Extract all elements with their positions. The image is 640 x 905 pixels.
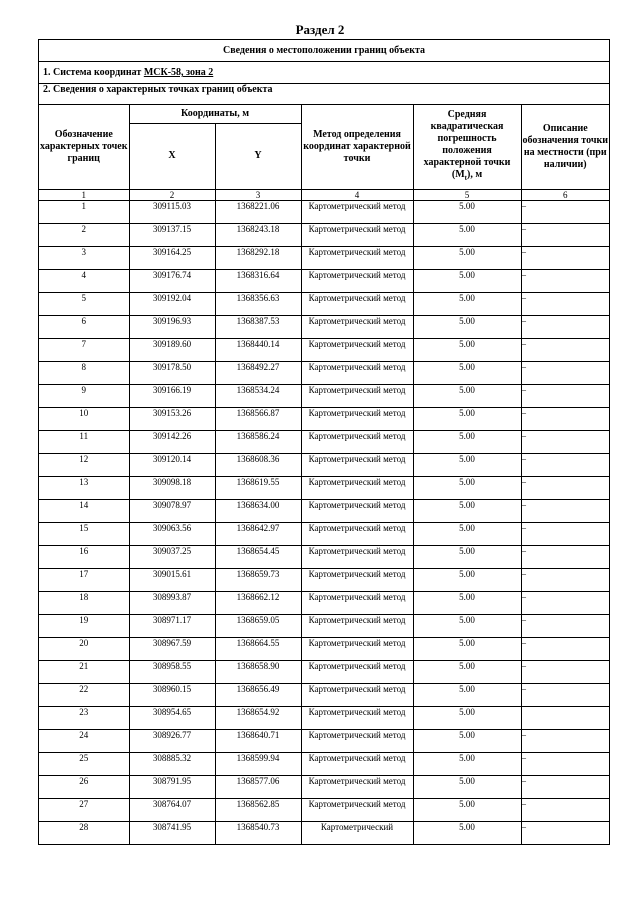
header-x: X	[129, 123, 215, 189]
table-row	[39, 499, 609, 522]
coord-y: 1368659.73	[215, 568, 301, 591]
coord-y: 1368566.87	[215, 407, 301, 430]
coordinate-system-row	[39, 62, 610, 84]
method-cell: Картометрический метод	[301, 246, 413, 269]
coord-y: 1368562.85	[215, 798, 301, 821]
error-cell: 5.00	[413, 821, 521, 844]
column-number: 5	[413, 189, 521, 200]
error-cell: 5.00	[413, 269, 521, 292]
coord-y: 1368619.55	[215, 476, 301, 499]
coord-y: 1368654.45	[215, 545, 301, 568]
coord-x: 308967.59	[129, 637, 215, 660]
method-cell: Картометрический метод	[301, 499, 413, 522]
error-cell: 5.00	[413, 591, 521, 614]
boundary-table	[38, 39, 610, 845]
point-number: 22	[39, 683, 129, 706]
coord-x: 309120.14	[129, 453, 215, 476]
coord-y: 1368640.71	[215, 729, 301, 752]
table-row	[39, 200, 609, 223]
coord-x: 308960.15	[129, 683, 215, 706]
method-cell: Картометрический метод	[301, 384, 413, 407]
error-cell: 5.00	[413, 729, 521, 752]
method-cell: Картометрический метод	[301, 200, 413, 223]
coord-x: 309063.56	[129, 522, 215, 545]
description-cell: –	[521, 637, 609, 660]
method-cell: Картометрический метод	[301, 223, 413, 246]
point-number: 11	[39, 430, 129, 453]
coord-x: 309137.15	[129, 223, 215, 246]
error-cell: 5.00	[413, 798, 521, 821]
description-cell: –	[521, 430, 609, 453]
error-cell: 5.00	[413, 522, 521, 545]
coord-x: 309166.19	[129, 384, 215, 407]
description-cell: –	[521, 729, 609, 752]
coord-y: 1368492.27	[215, 361, 301, 384]
point-number: 16	[39, 545, 129, 568]
method-cell: Картометрический	[301, 821, 413, 844]
method-cell: Картометрический метод	[301, 637, 413, 660]
table-row	[39, 683, 609, 706]
coord-y: 1368534.24	[215, 384, 301, 407]
error-cell: 5.00	[413, 407, 521, 430]
method-cell: Картометрический метод	[301, 545, 413, 568]
point-number: 25	[39, 752, 129, 775]
error-cell: 5.00	[413, 706, 521, 729]
table-row	[39, 407, 609, 430]
coord-y: 1368659.05	[215, 614, 301, 637]
coord-x: 309178.50	[129, 361, 215, 384]
table-row	[39, 453, 609, 476]
table-row	[39, 292, 609, 315]
table-row	[39, 752, 609, 775]
description-cell: –	[521, 683, 609, 706]
coord-y: 1368243.18	[215, 223, 301, 246]
point-number: 15	[39, 522, 129, 545]
error-cell: 5.00	[413, 683, 521, 706]
error-cell: 5.00	[413, 614, 521, 637]
description-cell: –	[521, 407, 609, 430]
description-cell: –	[521, 798, 609, 821]
method-cell: Картометрический метод	[301, 683, 413, 706]
table-row	[39, 269, 609, 292]
description-cell: –	[521, 476, 609, 499]
coord-y: 1368658.90	[215, 660, 301, 683]
point-number: 21	[39, 660, 129, 683]
table-row	[39, 246, 609, 269]
coord-y: 1368634.00	[215, 499, 301, 522]
table-row	[39, 315, 609, 338]
error-cell: 5.00	[413, 545, 521, 568]
table-row	[39, 338, 609, 361]
coord-y: 1368316.64	[215, 269, 301, 292]
method-cell: Картометрический метод	[301, 522, 413, 545]
description-cell: –	[521, 568, 609, 591]
point-number: 14	[39, 499, 129, 522]
description-cell: –	[521, 821, 609, 844]
coord-x: 309015.61	[129, 568, 215, 591]
header-error: Средняя квадратическая погрешность положения характерной точки $(M_t)$, м	[413, 105, 521, 189]
coord-x: 309037.25	[129, 545, 215, 568]
description-cell	[521, 706, 609, 729]
description-cell: –	[521, 499, 609, 522]
table-row	[39, 430, 609, 453]
coord-y: 1368642.97	[215, 522, 301, 545]
coord-x: 308764.07	[129, 798, 215, 821]
point-number: 17	[39, 568, 129, 591]
coord-x: 309153.26	[129, 407, 215, 430]
error-cell: 5.00	[413, 292, 521, 315]
point-number: 7	[39, 338, 129, 361]
coord-y: 1368440.14	[215, 338, 301, 361]
error-cell: 5.00	[413, 453, 521, 476]
error-cell: 5.00	[413, 499, 521, 522]
description-cell: –	[521, 269, 609, 292]
point-number: 3	[39, 246, 129, 269]
coord-x: 308958.55	[129, 660, 215, 683]
error-cell: 5.00	[413, 752, 521, 775]
coord-x: 309164.25	[129, 246, 215, 269]
point-number: 4	[39, 269, 129, 292]
column-number: 4	[301, 189, 413, 200]
coord-x: 309142.26	[129, 430, 215, 453]
description-cell: –	[521, 338, 609, 361]
coord-x: 308971.17	[129, 614, 215, 637]
header-coordinates: Координаты, м	[129, 105, 301, 123]
point-number: 19	[39, 614, 129, 637]
point-number: 13	[39, 476, 129, 499]
method-cell: Картометрический метод	[301, 775, 413, 798]
description-cell: –	[521, 292, 609, 315]
table-row	[39, 361, 609, 384]
method-cell: Картометрический метод	[301, 338, 413, 361]
coord-y: 1368664.55	[215, 637, 301, 660]
description-cell: –	[521, 315, 609, 338]
description-cell: –	[521, 384, 609, 407]
description-cell: –	[521, 660, 609, 683]
point-number: 2	[39, 223, 129, 246]
description-cell: –	[521, 752, 609, 775]
description-cell: –	[521, 246, 609, 269]
description-cell: –	[521, 453, 609, 476]
description-cell: –	[521, 545, 609, 568]
points-heading: 2. Сведения о характерных точках границ объекта	[39, 84, 610, 105]
method-cell: Картометрический метод	[301, 614, 413, 637]
error-cell: 5.00	[413, 637, 521, 660]
points-table	[39, 105, 609, 844]
table-row	[39, 729, 609, 752]
page-title: Раздел 2	[295, 22, 345, 37]
point-number: 24	[39, 729, 129, 752]
error-cell: 5.00	[413, 568, 521, 591]
point-number: 5	[39, 292, 129, 315]
point-number: 27	[39, 798, 129, 821]
method-cell: Картометрический метод	[301, 752, 413, 775]
coord-y: 1368387.53	[215, 315, 301, 338]
coord-x: 308993.87	[129, 591, 215, 614]
description-cell: –	[521, 223, 609, 246]
coord-x: 308741.95	[129, 821, 215, 844]
coord-y: 1368608.36	[215, 453, 301, 476]
table-row	[39, 568, 609, 591]
coordinate-system-value: МСК-58, зона 2	[143, 67, 214, 78]
coord-x: 308954.65	[129, 706, 215, 729]
column-number: 6	[521, 189, 609, 200]
table-row	[39, 637, 609, 660]
coord-x: 309078.97	[129, 499, 215, 522]
table-row	[39, 591, 609, 614]
method-cell: Картометрический метод	[301, 706, 413, 729]
coord-x: 309176.74	[129, 269, 215, 292]
column-number: 1	[39, 189, 129, 200]
coord-x: 309189.60	[129, 338, 215, 361]
table-row	[39, 614, 609, 637]
point-number: 12	[39, 453, 129, 476]
description-cell: –	[521, 591, 609, 614]
coord-x: 308885.32	[129, 752, 215, 775]
point-number: 26	[39, 775, 129, 798]
table-row	[39, 706, 609, 729]
error-cell: 5.00	[413, 361, 521, 384]
coord-x: 308791.95	[129, 775, 215, 798]
coord-y: 1368221.06	[215, 200, 301, 223]
coord-y: 1368292.18	[215, 246, 301, 269]
table-row	[39, 476, 609, 499]
column-number: 3	[215, 189, 301, 200]
method-cell: Картометрический метод	[301, 729, 413, 752]
coord-y: 1368356.63	[215, 292, 301, 315]
error-cell: 5.00	[413, 384, 521, 407]
coord-x: 309098.18	[129, 476, 215, 499]
method-cell: Картометрический метод	[301, 591, 413, 614]
section-banner: Сведения о местоположении границ объекта	[39, 40, 610, 62]
header-method: Метод определения координат характерной точки	[301, 105, 413, 189]
error-cell: 5.00	[413, 775, 521, 798]
method-cell: Картометрический метод	[301, 407, 413, 430]
point-number: 20	[39, 637, 129, 660]
header-designation: Обозначение характерных точек границ	[39, 105, 129, 189]
table-row	[39, 798, 609, 821]
header-y: Y	[215, 123, 301, 189]
description-cell: –	[521, 361, 609, 384]
description-cell: –	[521, 775, 609, 798]
header-description: Описание обозначения точки на местности (при наличии)	[521, 105, 609, 189]
coord-y: 1368540.73	[215, 821, 301, 844]
table-row	[39, 223, 609, 246]
point-number: 10	[39, 407, 129, 430]
coord-y: 1368577.06	[215, 775, 301, 798]
point-number: 1	[39, 200, 129, 223]
table-row	[39, 545, 609, 568]
coord-x: 309196.93	[129, 315, 215, 338]
coord-x: 309192.04	[129, 292, 215, 315]
method-cell: Картометрический метод	[301, 292, 413, 315]
description-cell: –	[521, 614, 609, 637]
table-row	[39, 775, 609, 798]
point-number: 9	[39, 384, 129, 407]
point-number: 8	[39, 361, 129, 384]
description-cell: –	[521, 522, 609, 545]
error-cell: 5.00	[413, 430, 521, 453]
table-row	[39, 821, 609, 844]
method-cell: Картометрический метод	[301, 361, 413, 384]
point-number: 6	[39, 315, 129, 338]
table-row	[39, 384, 609, 407]
coordinate-system-label: 1. Система координат	[43, 67, 144, 78]
method-cell: Картометрический метод	[301, 798, 413, 821]
method-cell: Картометрический метод	[301, 568, 413, 591]
method-cell: Картометрический метод	[301, 269, 413, 292]
method-cell: Картометрический метод	[301, 453, 413, 476]
column-numbers-row	[39, 189, 609, 200]
coord-y: 1368586.24	[215, 430, 301, 453]
column-number: 2	[129, 189, 215, 200]
coord-x: 309115.03	[129, 200, 215, 223]
points-table-cell	[39, 105, 610, 845]
error-cell: 5.00	[413, 200, 521, 223]
error-cell: 5.00	[413, 660, 521, 683]
point-number: 28	[39, 821, 129, 844]
method-cell: Картометрический метод	[301, 430, 413, 453]
error-cell: 5.00	[413, 315, 521, 338]
table-row	[39, 522, 609, 545]
description-cell: –	[521, 200, 609, 223]
point-number: 18	[39, 591, 129, 614]
error-cell: 5.00	[413, 246, 521, 269]
coord-y: 1368599.94	[215, 752, 301, 775]
method-cell: Картометрический метод	[301, 660, 413, 683]
point-number: 23	[39, 706, 129, 729]
coord-y: 1368654.92	[215, 706, 301, 729]
method-cell: Картометрический метод	[301, 476, 413, 499]
coord-x: 308926.77	[129, 729, 215, 752]
error-cell: 5.00	[413, 338, 521, 361]
error-cell: 5.00	[413, 476, 521, 499]
coord-y: 1368656.49	[215, 683, 301, 706]
error-cell: 5.00	[413, 223, 521, 246]
method-cell: Картометрический метод	[301, 315, 413, 338]
coord-y: 1368662.12	[215, 591, 301, 614]
table-row	[39, 660, 609, 683]
